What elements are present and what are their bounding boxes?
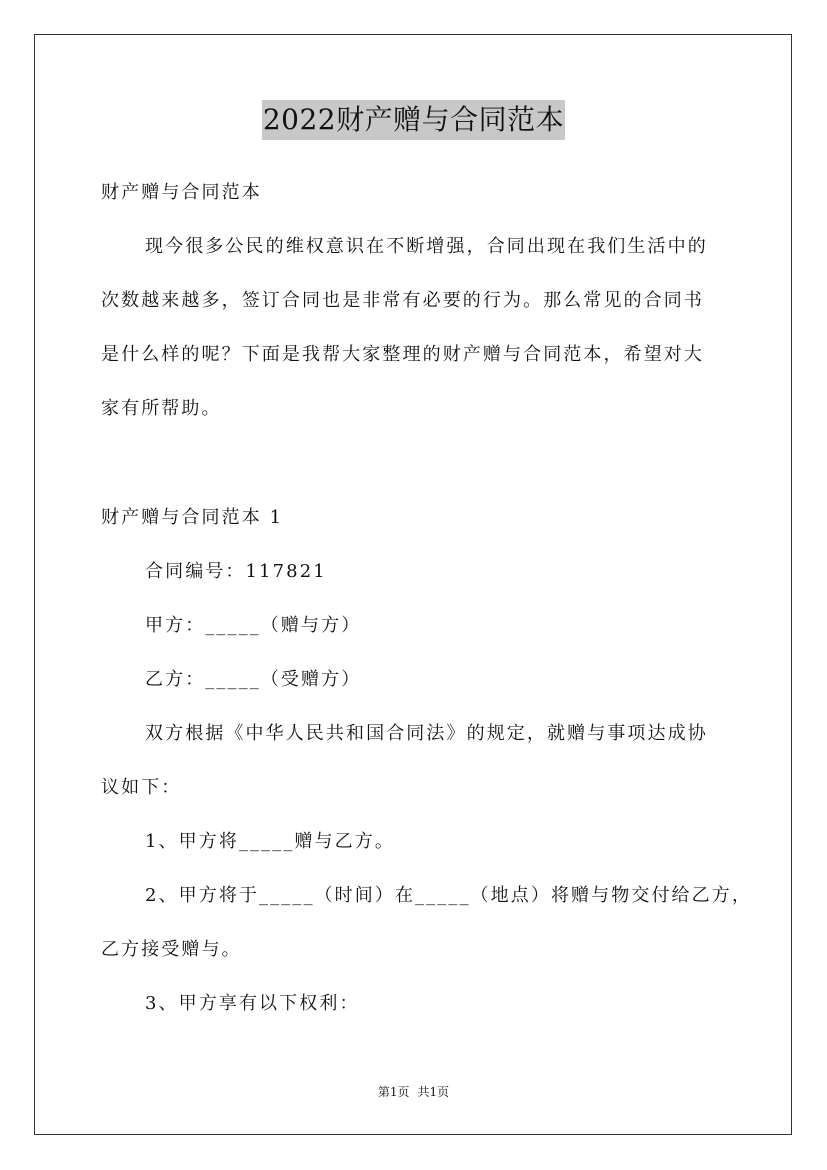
intro-line-4: 家有所帮助。 [101,398,222,419]
page-number-total: 共1页 [417,1085,450,1099]
party-a: 甲方：_____（赠与方） [145,615,362,636]
page-footer [0,1084,827,1100]
page-number-current: 第1页 [377,1085,410,1099]
agreement-line-2: 议如下： [101,777,182,798]
contract-number: 合同编号：117821 [145,561,327,582]
intro-line-3: 是什么样的呢？下面是我帮大家整理的财产赠与合同范本，希望对大 [101,344,704,365]
clause-2-line-2: 乙方接受赠与。 [101,939,242,960]
party-b: 乙方：_____（受赠方） [145,669,362,690]
document-title: 2022财产赠与合同范本 [262,100,565,140]
clause-2-line-1: 2、甲方将于_____（时间）在_____（地点）将赠与物交付给乙方， [145,885,752,906]
document-heading: 财产赠与合同范本 [101,182,262,203]
clause-3: 3、甲方享有以下权利： [145,993,360,1014]
clause-1: 1、甲方将_____赠与乙方。 [145,831,395,852]
agreement-line-1: 双方根据《中华人民共和国合同法》的规定，就赠与事项达成协 [145,723,708,744]
section-title: 财产赠与合同范本 1 [101,507,284,528]
title-container [0,100,827,140]
intro-line-2: 次数越来越多，签订合同也是非常有必要的行为。那么常见的合同书 [101,290,704,311]
intro-line-1: 现今很多公民的维权意识在不断增强，合同出现在我们生活中的 [145,236,708,257]
